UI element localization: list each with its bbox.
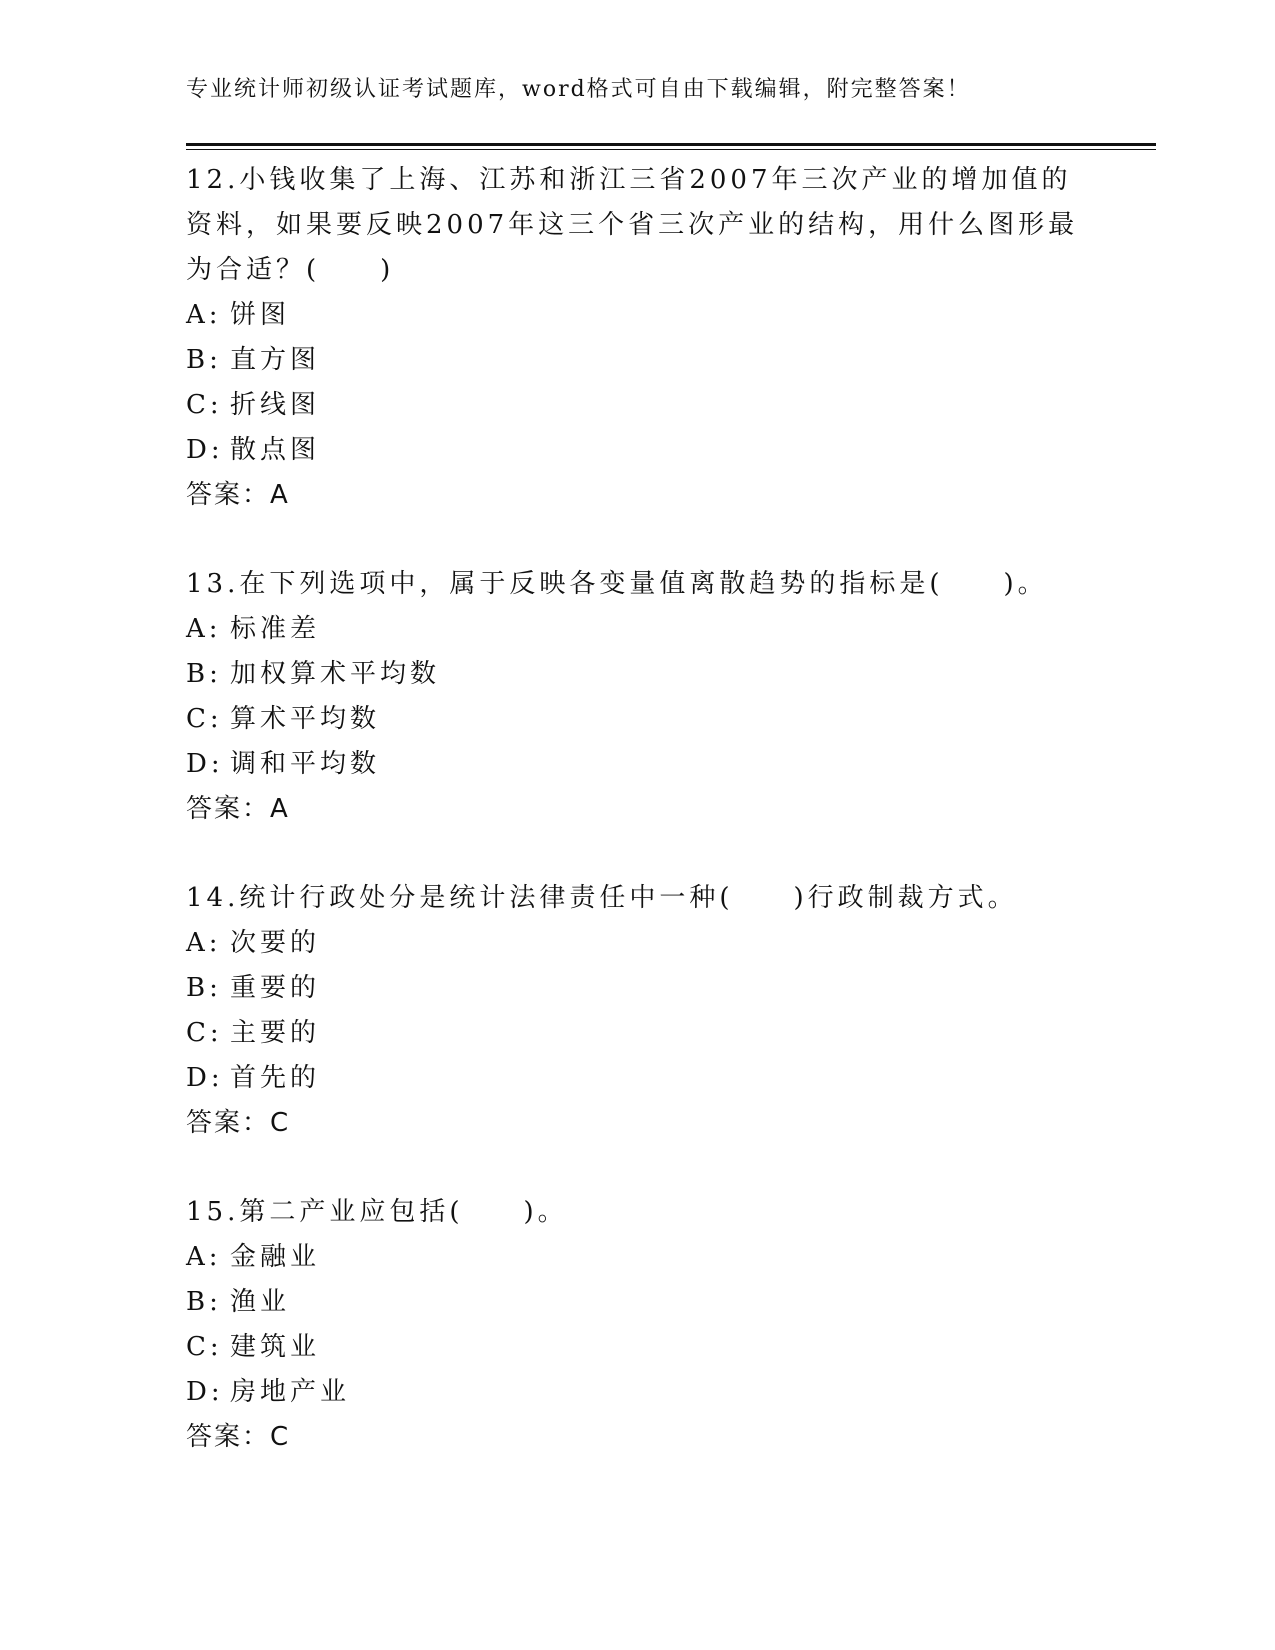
option-key: A: <box>186 614 222 644</box>
answer-value: C <box>270 1422 289 1452</box>
question-list <box>186 158 1086 1504</box>
question-text: 13.在下列选项中，属于反映各变量值离散趋势的指标是( )。 <box>186 569 1048 599</box>
option-b <box>186 1280 1086 1325</box>
option-label: 重要的 <box>230 973 321 1003</box>
option-label: 调和平均数 <box>230 749 381 779</box>
option-key: D: <box>186 749 224 779</box>
option-c <box>186 1011 1086 1056</box>
option-label: 加权算术平均数 <box>230 659 441 689</box>
option-label: 算术平均数 <box>230 704 381 734</box>
option-key: C: <box>186 1018 223 1048</box>
option-key: C: <box>186 390 223 420</box>
option-label: 标准差 <box>230 614 321 644</box>
option-a <box>186 293 1086 338</box>
option-key: A: <box>186 928 222 958</box>
question-13 <box>186 562 1086 832</box>
option-key: A: <box>186 1242 222 1272</box>
option-d <box>186 428 1086 473</box>
option-c <box>186 1325 1086 1370</box>
answer-label: 答案： <box>186 480 271 510</box>
answer-value: A <box>270 480 288 510</box>
question-text: 15.第二产业应包括( )。 <box>186 1197 568 1227</box>
answer-line <box>186 1101 1086 1146</box>
answer-value: C <box>270 1108 289 1138</box>
option-label: 金融业 <box>230 1242 321 1272</box>
option-key: C: <box>186 704 223 734</box>
option-label: 散点图 <box>230 435 321 465</box>
header-rule-thick <box>186 143 1156 146</box>
answer-label: 答案： <box>186 1108 271 1138</box>
option-key: D: <box>186 435 224 465</box>
option-b <box>186 338 1086 383</box>
option-a <box>186 607 1086 652</box>
header-rule-thin <box>186 149 1156 150</box>
option-key: B: <box>186 659 222 689</box>
option-key: A: <box>186 300 222 330</box>
question-15 <box>186 1190 1086 1460</box>
question-12 <box>186 158 1086 518</box>
option-c <box>186 697 1086 742</box>
option-b <box>186 652 1086 697</box>
answer-line <box>186 473 1086 518</box>
option-b <box>186 966 1086 1011</box>
option-label: 渔业 <box>230 1287 291 1317</box>
option-key: B: <box>186 973 222 1003</box>
option-key: D: <box>186 1063 224 1093</box>
option-d <box>186 1056 1086 1101</box>
option-key: B: <box>186 1287 222 1317</box>
option-label: 主要的 <box>230 1018 321 1048</box>
option-key: C: <box>186 1332 223 1362</box>
option-a <box>186 921 1086 966</box>
option-a <box>186 1235 1086 1280</box>
option-label: 饼图 <box>230 300 291 330</box>
page-header: 专业统计师初级认证考试题库，word格式可自由下载编辑，附完整答案！ <box>186 77 971 102</box>
option-label: 建筑业 <box>230 1332 321 1362</box>
answer-line <box>186 1415 1086 1460</box>
question-14 <box>186 876 1086 1146</box>
option-key: B: <box>186 345 222 375</box>
option-label: 房地产业 <box>230 1377 351 1407</box>
question-text: 12.小钱收集了上海、江苏和浙江三省2007年三次产业的增加值的资料，如果要反映2007年这三个省三次产业的结构，用什么图形最为合适？( ) <box>186 165 1079 285</box>
answer-line <box>186 787 1086 832</box>
option-label: 折线图 <box>230 390 321 420</box>
option-label: 首先的 <box>230 1063 321 1093</box>
answer-label: 答案： <box>186 794 271 824</box>
option-c <box>186 383 1086 428</box>
option-d <box>186 1370 1086 1415</box>
option-label: 次要的 <box>230 928 321 958</box>
option-key: D: <box>186 1377 224 1407</box>
question-text: 14.统计行政处分是统计法律责任中一种( )行政制裁方式。 <box>186 883 1018 913</box>
option-label: 直方图 <box>230 345 321 375</box>
answer-value: A <box>270 794 288 824</box>
option-d <box>186 742 1086 787</box>
answer-label: 答案： <box>186 1422 271 1452</box>
